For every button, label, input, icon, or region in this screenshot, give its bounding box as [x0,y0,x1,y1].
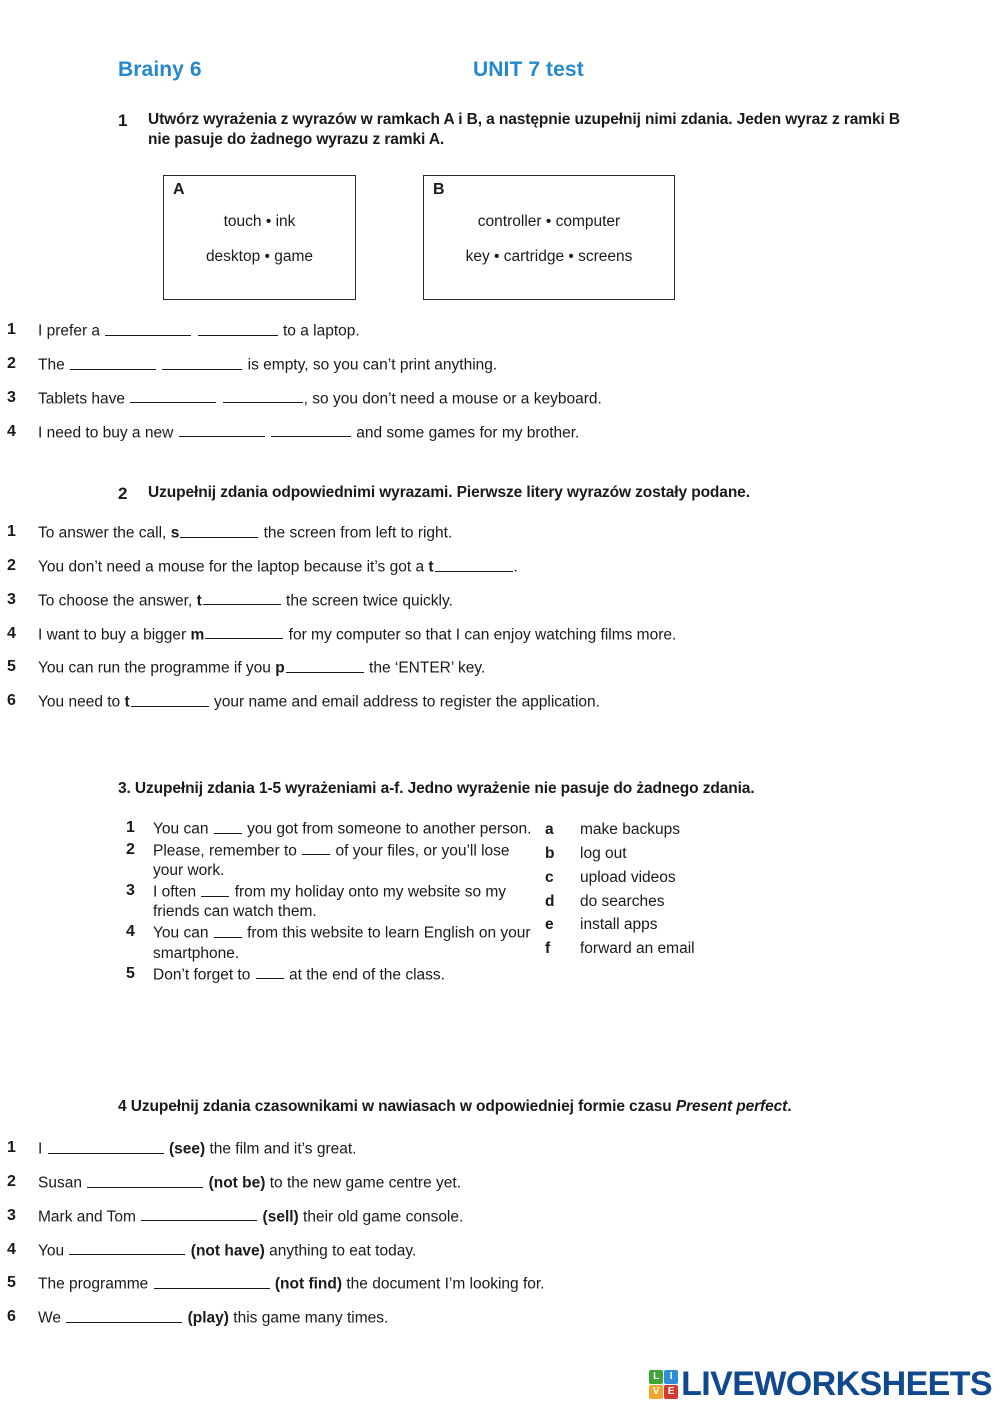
item-number: 1 [7,523,16,540]
answer-blank[interactable] [256,964,284,980]
item-text-before: To choose the answer, [38,592,193,610]
item-text-after: to a laptop. [282,322,360,340]
word-box-b-line-1: controller • computer [477,213,621,230]
option-letter: f [545,940,551,958]
option-text: log out [580,844,627,862]
answer-blank[interactable] [302,840,330,856]
item-text-before: I [38,1140,43,1158]
option-text: do searches [580,892,665,910]
verb-prompt: (not be) [208,1174,266,1192]
answer-lead-letter: s [170,524,180,542]
exercise-4-instruction-end: . [787,1098,792,1115]
item-text [38,1273,790,1295]
item-number: 4 [7,1240,16,1258]
answer-blank[interactable] [131,691,209,707]
answer-lead-letter: t [124,694,130,712]
item-text [153,964,533,986]
item-text [38,522,790,544]
answer-blank[interactable] [70,354,156,370]
word-box-a-line-2: desktop • game [205,247,314,265]
answer-blank[interactable] [154,1273,270,1289]
answer-blank[interactable] [179,422,265,438]
item-text-after: your name and email address to register the application. [213,694,600,712]
item-text-before: The [38,356,65,374]
word-box-a-line-1: touch • ink [223,213,296,230]
item-text [38,1240,790,1262]
exercise-4 [118,1097,908,1117]
item-number: 6 [7,1308,16,1326]
option-letter: d [545,892,555,910]
answer-blank[interactable] [141,1206,257,1222]
answer-blank[interactable] [162,354,242,370]
exercise-2-heading [118,483,908,505]
exercise-1-items [0,320,790,443]
verb-prompt: (not find) [274,1276,343,1294]
answer-blank[interactable] [214,818,242,834]
item-text-before: You need to [38,694,121,712]
list-item [0,320,790,342]
item-text [38,556,790,578]
item-text-before: I want to buy a bigger [38,626,187,644]
list-item [0,657,790,679]
answer-blank[interactable] [87,1172,203,1188]
item-text-after: you got from someone to another person. [247,820,532,838]
answer-blank[interactable] [130,388,216,404]
item-text [153,840,533,881]
item-text [38,590,790,612]
answer-blank[interactable] [205,624,283,640]
item-text-before: Please, remember to [153,842,297,860]
item-text-before: Susan [38,1174,82,1192]
item-number: 1 [7,1139,16,1156]
option-text: upload videos [580,868,676,886]
word-box-b [423,175,675,300]
list-item [545,866,908,890]
answer-blank[interactable] [271,422,351,438]
item-text-after: from this website to learn English on your smartphone. [153,925,531,962]
item-number: 4 [7,624,16,642]
list-item [0,691,790,713]
answer-blank[interactable] [286,657,364,673]
list-item [118,922,533,963]
logo-wordmark: LIVEWORKSHEETS [681,1365,992,1403]
item-text [38,320,790,342]
live-tile-v: V [649,1385,663,1399]
exercise-4-instruction-plain: 4 Uzupełnij zdania czasownikami w nawiasach w odpowiedniej formie czasu [118,1098,676,1115]
exercise-1-instruction: Utwórz wyrażenia z wyrazów w ramkach A i B, a następnie uzupełnij nimi zdania. Jeden wyraz z ramki B nie pasuje do żadnego wyrazu z ramki A. [148,111,901,149]
liveworksheets-logo[interactable] [649,1367,992,1401]
item-number: 4 [7,422,16,440]
item-text-after: is empty, so you can’t print anything. [247,356,498,374]
item-number: 2 [7,556,16,574]
list-item [545,842,908,866]
answer-blank[interactable] [69,1240,185,1256]
exercise-2 [118,483,908,505]
list-item [0,590,790,612]
answer-lead-letter: t [196,592,202,610]
list-item [0,556,790,578]
item-text-after: at the end of the class. [288,966,445,984]
item-text-after: . [513,558,518,576]
answer-lead-letter: p [275,660,285,678]
item-number: 1 [126,819,135,836]
item-text [153,818,533,840]
list-item [0,1172,790,1194]
option-letter: c [545,868,554,886]
item-text-before: You can [153,820,209,838]
item-text-before: You can [153,925,209,943]
item-text [38,1206,790,1228]
brand-title: Brainy 6 [118,58,202,81]
item-text-before: You [38,1242,65,1260]
list-item [118,964,533,986]
list-item [0,624,790,646]
matching-sentences [118,818,533,985]
item-number: 1 [7,321,16,338]
item-number: 2 [126,840,135,858]
exercise-4-instruction [118,1097,908,1117]
verb-prompt: (not have) [190,1242,265,1260]
exercise-2-number: 2 [118,484,128,503]
exercise-4-items [0,1138,790,1329]
list-item [0,354,790,376]
verb-prompt: (sell) [262,1208,299,1226]
item-number: 3 [7,1206,16,1224]
list-item [545,937,908,961]
item-number: 3 [126,881,135,899]
answer-blank[interactable] [203,590,281,606]
item-text-after: to the new game centre yet. [269,1174,461,1192]
exercise-1-number: 1 [118,111,128,130]
item-number: 5 [126,964,135,982]
page-title: UNIT 7 test [473,58,584,81]
word-box-b-line-2: key • cartridge • screens [465,247,633,265]
word-box-a-words [164,214,355,283]
list-item [0,388,790,410]
list-item [545,818,908,842]
live-tile-i: I [664,1370,678,1384]
answer-lead-letter: m [190,626,205,644]
option-letter: e [545,916,554,934]
matching-grid [118,818,908,985]
item-text-before: I often [153,883,197,901]
item-text [38,624,790,646]
item-text-after: for my computer so that I can enjoy watching films more. [288,626,677,644]
item-text [38,388,790,410]
item-text-before: To answer the call, [38,524,167,542]
word-box-a-label: A [173,181,185,198]
option-text: forward an email [580,940,695,958]
item-text-before: The programme [38,1276,149,1294]
word-box-b-label: B [433,181,445,198]
live-tile-l: L [649,1370,663,1384]
verb-prompt: (see) [168,1140,206,1158]
item-text [153,881,533,922]
list-item [0,422,790,444]
word-box-a [163,175,356,300]
exercise-2-items [0,522,790,713]
item-number: 3 [7,388,16,406]
item-text [38,1138,790,1160]
page-header [118,58,940,88]
list-item [0,1240,790,1262]
answer-blank[interactable] [214,922,242,938]
item-text-after: from my holiday onto my website so my friends can watch them. [153,883,507,921]
answer-blank[interactable] [223,388,303,404]
item-text-before: Tablets have [38,390,126,408]
item-number: 5 [7,1274,16,1292]
item-text [38,1172,790,1194]
item-number: 2 [7,1172,16,1190]
item-text-after: of your files, or you’ll lose your work. [153,842,510,880]
list-item [545,913,908,937]
item-text-before: We [38,1310,61,1328]
option-letter: a [545,821,554,838]
item-text [38,422,790,444]
option-letter: b [545,844,555,862]
matching-options [533,818,908,985]
option-text: install apps [580,916,658,934]
list-item [118,818,533,840]
answer-blank[interactable] [105,320,191,336]
item-text-after: and some games for my brother. [356,424,580,442]
item-text-after: , so you don’t need a mouse or a keyboard. [303,390,602,408]
exercise-4-instruction-italic: Present perfect [675,1098,788,1115]
list-item [118,881,533,922]
live-tiles-icon [649,1370,678,1399]
answer-blank[interactable] [198,320,278,336]
item-number: 2 [7,354,16,372]
item-text-before: I prefer a [38,322,101,340]
item-number: 3 [7,590,16,608]
item-text-before: I need to buy a new [38,424,174,442]
list-item [0,1138,790,1160]
exercise-1-heading [118,110,908,150]
exercise-1 [118,110,908,150]
list-item [118,840,533,881]
item-text [153,922,533,963]
list-item [0,522,790,544]
item-text-after: the screen twice quickly. [286,592,453,610]
list-item [545,890,908,914]
item-text-after: the ‘ENTER’ key. [369,660,486,678]
item-text-after: the document I’m looking for. [346,1276,545,1294]
live-tile-e: E [664,1385,678,1399]
answer-blank[interactable] [48,1138,164,1154]
word-box-b-words [424,214,674,283]
item-text [38,354,790,376]
exercise-2-instruction: Uzupełnij zdania odpowiednimi wyrazami. Pierwsze litery wyrazów zostały podane. [148,484,750,501]
exercise-3-instruction: 3. Uzupełnij zdania 1-5 wyrażeniami a-f. Jedno wyrażenie nie pasuje do żadnego zdania. [118,780,755,797]
item-text-after: the film and it’s great. [209,1140,357,1158]
item-text-after: their old game console. [303,1208,464,1226]
word-boxes [163,175,903,300]
item-text-after: this game many times. [233,1310,389,1328]
item-text [38,691,790,713]
list-item [0,1307,790,1329]
item-text-after: the screen from left to right. [263,524,453,542]
item-text-before: You can run the programme if you [38,660,271,678]
item-text [38,1307,790,1329]
list-item [0,1273,790,1295]
item-number: 5 [7,658,16,676]
answer-blank[interactable] [66,1307,182,1323]
answer-blank[interactable] [180,522,258,538]
option-text: make backups [580,821,680,838]
item-text-after: anything to eat today. [269,1242,417,1260]
answer-blank[interactable] [201,881,229,897]
answer-lead-letter: t [428,558,434,576]
item-text-before: Mark and Tom [38,1208,136,1226]
list-item [0,1206,790,1228]
item-text-before: Don’t forget to [153,966,251,984]
item-number: 6 [7,692,16,710]
verb-prompt: (play) [187,1310,229,1328]
item-text [38,657,790,679]
item-number: 4 [126,923,135,941]
item-text-before: You don’t need a mouse for the laptop because it’s got a [38,558,425,576]
exercise-3 [118,779,908,799]
answer-blank[interactable] [435,556,513,572]
